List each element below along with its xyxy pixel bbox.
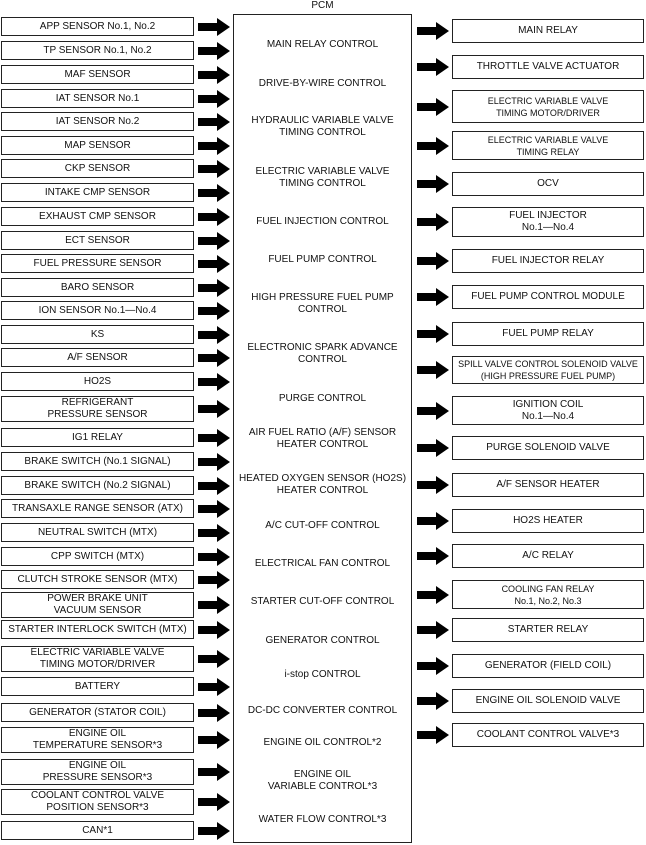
right-arrow-icon: [197, 547, 231, 567]
output-box: SPILL VALVE CONTROL SOLENOID VALVE (HIGH PRESSURE FUEL PUMP): [452, 356, 644, 384]
input-box: HO2S: [1, 372, 194, 391]
right-arrow-icon: [416, 21, 450, 41]
input-box: MAP SENSOR: [1, 136, 194, 155]
right-arrow-icon: [416, 360, 450, 380]
right-arrow-icon: [416, 725, 450, 745]
input-box: TRANSAXLE RANGE SENSOR (ATX): [1, 499, 194, 518]
input-box: KS: [1, 325, 194, 344]
pcm-control-label: GENERATOR CONTROL: [265, 635, 380, 646]
pcm-control-label: ENGINE OIL VARIABLE CONTROL*3: [267, 769, 378, 792]
input-box: CAN*1: [1, 821, 194, 840]
pcm-control-label: STARTER CUT-OFF CONTROL: [250, 596, 395, 607]
input-box: INTAKE CMP SENSOR: [1, 183, 194, 202]
pcm-control-label: ELECTRICAL FAN CONTROL: [254, 558, 391, 569]
input-box: ECT SENSOR: [1, 231, 194, 250]
input-box: GENERATOR (STATOR COIL): [1, 703, 194, 722]
output-box: MAIN RELAY: [452, 19, 644, 43]
pcm-control-label: HIGH PRESSURE FUEL PUMP CONTROL: [251, 292, 394, 315]
input-box: COOLANT CONTROL VALVE POSITION SENSOR*3: [1, 789, 194, 815]
input-box: ELECTRIC VARIABLE VALVE TIMING MOTOR/DRIVER: [1, 646, 194, 672]
input-box: BRAKE SWITCH (No.1 SIGNAL): [1, 452, 194, 471]
input-box: A/F SENSOR: [1, 348, 194, 367]
input-box: IG1 RELAY: [1, 428, 194, 447]
output-box: FUEL PUMP RELAY: [452, 322, 644, 346]
right-arrow-icon: [197, 372, 231, 392]
pcm-control-label: i-stop CONTROL: [284, 669, 361, 680]
right-arrow-icon: [197, 325, 231, 345]
input-box: ION SENSOR No.1—No.4: [1, 301, 194, 320]
pcm-control-label: DC-DC CONVERTER CONTROL: [247, 705, 398, 716]
output-box: ENGINE OIL SOLENOID VALVE: [452, 689, 644, 713]
input-box: APP SENSOR No.1, No.2: [1, 17, 194, 36]
pcm-title: PCM: [311, 0, 334, 11]
right-arrow-icon: [416, 251, 450, 271]
right-arrow-icon: [197, 703, 231, 723]
output-box: A/C RELAY: [452, 544, 644, 568]
right-arrow-icon: [197, 254, 231, 274]
input-box: EXHAUST CMP SENSOR: [1, 207, 194, 226]
pcm-control-label: ENGINE OIL CONTROL*2: [263, 737, 382, 748]
output-box: PURGE SOLENOID VALVE: [452, 436, 644, 460]
input-box: ENGINE OIL PRESSURE SENSOR*3: [1, 759, 194, 785]
right-arrow-icon: [197, 762, 231, 782]
right-arrow-icon: [197, 730, 231, 750]
output-box: FUEL INJECTOR No.1—No.4: [452, 207, 644, 237]
right-arrow-icon: [197, 278, 231, 298]
right-arrow-icon: [416, 136, 450, 156]
right-arrow-icon: [416, 212, 450, 232]
output-box: COOLING FAN RELAY No.1, No.2, No.3: [452, 580, 644, 609]
right-arrow-icon: [416, 656, 450, 676]
right-arrow-icon: [416, 546, 450, 566]
right-arrow-icon: [197, 65, 231, 85]
input-box: MAF SENSOR: [1, 65, 194, 84]
right-arrow-icon: [197, 452, 231, 472]
pcm-control-label: ELECTRIC VARIABLE VALVE TIMING CONTROL: [255, 166, 390, 189]
output-box: IGNITION COIL No.1—No.4: [452, 396, 644, 425]
right-arrow-icon: [197, 231, 231, 251]
input-box: CLUTCH STROKE SENSOR (MTX): [1, 570, 194, 589]
pcm-box: [233, 14, 412, 843]
right-arrow-icon: [197, 399, 231, 419]
right-arrow-icon: [416, 511, 450, 531]
right-arrow-icon: [416, 691, 450, 711]
right-arrow-icon: [197, 523, 231, 543]
pcm-control-label: HEATED OXYGEN SENSOR (HO2S) HEATER CONTROL: [238, 473, 407, 496]
right-arrow-icon: [197, 136, 231, 156]
pcm-control-label: AIR FUEL RATIO (A/F) SENSOR HEATER CONTROL: [248, 427, 397, 450]
right-arrow-icon: [197, 41, 231, 61]
right-arrow-icon: [197, 17, 231, 37]
pcm-control-label: WATER FLOW CONTROL*3: [258, 814, 387, 825]
right-arrow-icon: [197, 183, 231, 203]
input-box: CKP SENSOR: [1, 159, 194, 178]
output-box: THROTTLE VALVE ACTUATOR: [452, 55, 644, 79]
right-arrow-icon: [416, 324, 450, 344]
right-arrow-icon: [197, 620, 231, 640]
output-box: FUEL INJECTOR RELAY: [452, 249, 644, 273]
pcm-control-label: FUEL PUMP CONTROL: [268, 254, 377, 265]
output-box: A/F SENSOR HEATER: [452, 473, 644, 497]
right-arrow-icon: [197, 476, 231, 496]
pcm-control-label: PURGE CONTROL: [278, 393, 367, 404]
pcm-control-label: HYDRAULIC VARIABLE VALVE TIMING CONTROL: [251, 115, 394, 138]
right-arrow-icon: [197, 89, 231, 109]
output-box: HO2S HEATER: [452, 509, 644, 533]
input-box: ENGINE OIL TEMPERATURE SENSOR*3: [1, 727, 194, 753]
right-arrow-icon: [416, 57, 450, 77]
right-arrow-icon: [416, 620, 450, 640]
right-arrow-icon: [416, 401, 450, 421]
pcm-control-label: DRIVE-BY-WIRE CONTROL: [258, 78, 387, 89]
input-box: BATTERY: [1, 677, 194, 696]
right-arrow-icon: [416, 97, 450, 117]
right-arrow-icon: [416, 438, 450, 458]
output-box: GENERATOR (FIELD COIL): [452, 654, 644, 678]
output-box: ELECTRIC VARIABLE VALVE TIMING RELAY: [452, 131, 644, 160]
right-arrow-icon: [197, 207, 231, 227]
input-box: TP SENSOR No.1, No.2: [1, 41, 194, 60]
right-arrow-icon: [416, 475, 450, 495]
input-box: STARTER INTERLOCK SWITCH (MTX): [1, 620, 194, 639]
output-box: FUEL PUMP CONTROL MODULE: [452, 285, 644, 309]
input-box: IAT SENSOR No.2: [1, 112, 194, 131]
input-box: BARO SENSOR: [1, 278, 194, 297]
pcm-control-label: FUEL INJECTION CONTROL: [256, 216, 389, 227]
input-box: BRAKE SWITCH (No.2 SIGNAL): [1, 476, 194, 495]
right-arrow-icon: [416, 287, 450, 307]
pcm-control-label: A/C CUT-OFF CONTROL: [265, 520, 380, 531]
input-box: NEUTRAL SWITCH (MTX): [1, 523, 194, 542]
right-arrow-icon: [197, 159, 231, 179]
right-arrow-icon: [197, 428, 231, 448]
right-arrow-icon: [197, 112, 231, 132]
right-arrow-icon: [197, 821, 231, 841]
right-arrow-icon: [416, 174, 450, 194]
right-arrow-icon: [197, 649, 231, 669]
input-box: FUEL PRESSURE SENSOR: [1, 254, 194, 273]
input-box: IAT SENSOR No.1: [1, 89, 194, 108]
right-arrow-icon: [197, 499, 231, 519]
output-box: ELECTRIC VARIABLE VALVE TIMING MOTOR/DRIVER: [452, 90, 644, 123]
right-arrow-icon: [197, 348, 231, 368]
pcm-control-label: MAIN RELAY CONTROL: [266, 39, 379, 50]
pcm-control-label: ELECTRONIC SPARK ADVANCE CONTROL: [247, 342, 398, 365]
input-box: POWER BRAKE UNIT VACUUM SENSOR: [1, 592, 194, 618]
right-arrow-icon: [197, 792, 231, 812]
input-box: CPP SWITCH (MTX): [1, 547, 194, 566]
output-box: STARTER RELAY: [452, 618, 644, 642]
right-arrow-icon: [197, 301, 231, 321]
output-box: OCV: [452, 172, 644, 196]
right-arrow-icon: [197, 570, 231, 590]
right-arrow-icon: [416, 585, 450, 605]
right-arrow-icon: [197, 595, 231, 615]
output-box: COOLANT CONTROL VALVE*3: [452, 723, 644, 747]
right-arrow-icon: [197, 677, 231, 697]
input-box: REFRIGERANT PRESSURE SENSOR: [1, 396, 194, 422]
